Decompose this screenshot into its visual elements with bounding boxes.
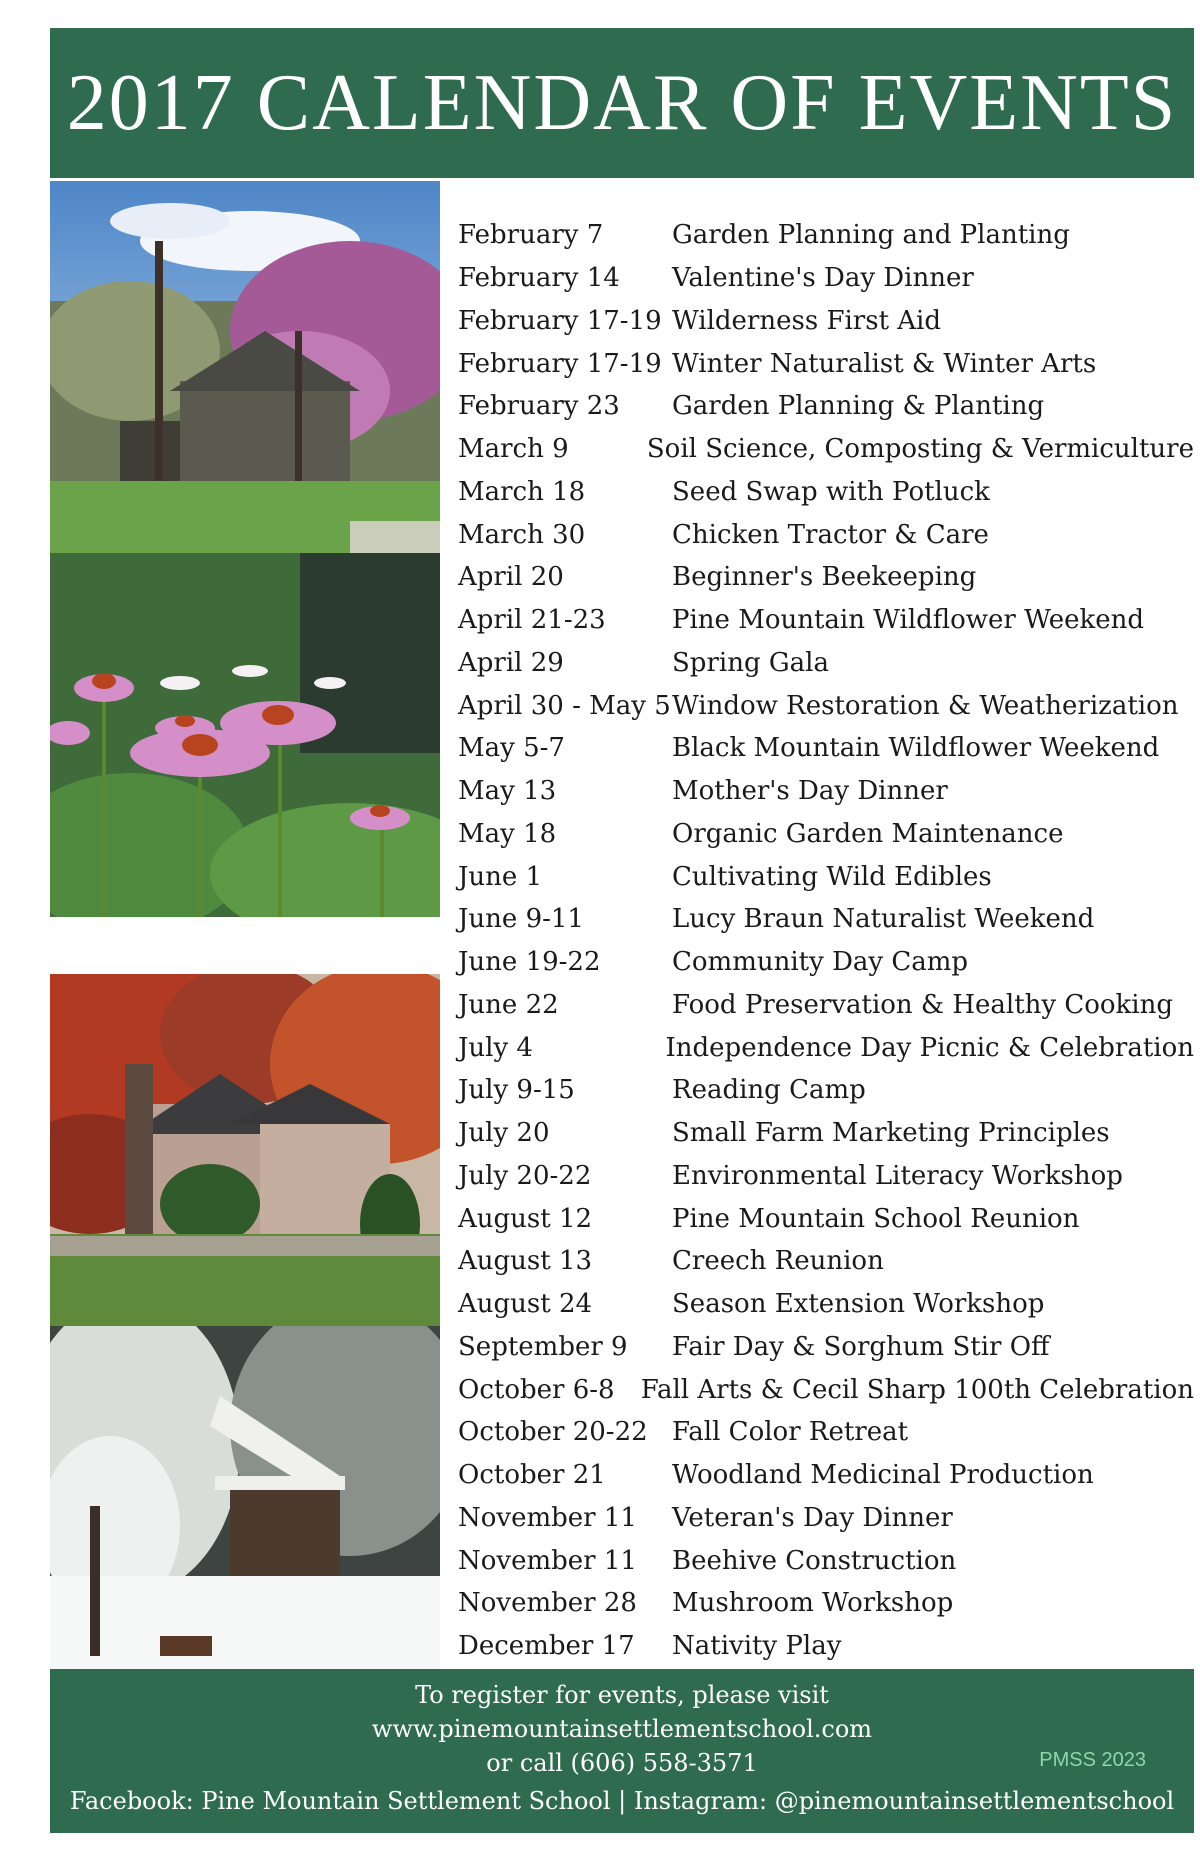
event-row (458, 984, 1194, 1027)
event-row (458, 1112, 1194, 1155)
event-title: Winter Naturalist & Winter Arts (672, 348, 1097, 379)
event-date: July 9-15 (458, 1075, 575, 1106)
event-title: Beginner's Beekeeping (672, 562, 977, 593)
event-title: Seed Swap with Potluck (672, 476, 990, 507)
event-date: August 12 (458, 1203, 593, 1234)
event-date: April 21-23 (458, 605, 606, 636)
event-title: Fair Day & Sorghum Stir Off (672, 1331, 1050, 1362)
event-title: Fall Color Retreat (672, 1417, 909, 1448)
photo-snow-lodge (50, 1326, 440, 1669)
event-row (458, 1497, 1194, 1540)
event-row (458, 428, 1194, 471)
event-date: April 20 (458, 562, 564, 593)
event-row (458, 855, 1194, 898)
event-title: Mushroom Workshop (672, 1588, 954, 1619)
event-date: March 18 (458, 476, 586, 507)
event-date: June 19-22 (458, 947, 601, 978)
photo-coneflowers (50, 553, 440, 917)
event-date: May 5-7 (458, 733, 565, 764)
event-row (458, 1283, 1194, 1326)
footer-banner (50, 1669, 1194, 1833)
event-title: Chicken Tractor & Care (672, 519, 989, 550)
event-row (458, 599, 1194, 642)
event-date: April 29 (458, 647, 564, 678)
event-row (458, 642, 1194, 685)
event-title: Veteran's Day Dinner (672, 1502, 953, 1533)
event-row (458, 385, 1194, 428)
event-row (458, 1197, 1194, 1240)
event-date: May 18 (458, 818, 557, 849)
event-title: Window Restoration & Weatherization (672, 690, 1179, 721)
event-date: June 1 (458, 861, 543, 892)
photo-autumn-house (50, 974, 440, 1326)
event-row (458, 300, 1194, 343)
event-title: Environmental Literacy Workshop (672, 1160, 1123, 1191)
event-row (458, 941, 1194, 984)
event-date: August 13 (458, 1246, 593, 1277)
event-row (458, 1625, 1194, 1668)
event-row (458, 214, 1194, 257)
event-title: Cultivating Wild Edibles (672, 861, 992, 892)
event-title: Beehive Construction (672, 1545, 957, 1576)
event-date: March 9 (458, 434, 569, 465)
photo-column (50, 181, 440, 1669)
event-date: February 14 (458, 263, 620, 294)
header-banner (50, 28, 1194, 178)
event-row (458, 1411, 1194, 1454)
event-title: Nativity Play (672, 1631, 842, 1662)
event-date: October 21 (458, 1460, 606, 1491)
event-row (458, 1155, 1194, 1198)
event-row (458, 1454, 1194, 1497)
event-row (458, 813, 1194, 856)
event-date: July 20 (458, 1118, 550, 1149)
event-title: Food Preservation & Healthy Cooking (672, 989, 1174, 1020)
event-row (458, 1069, 1194, 1112)
event-title: Fall Arts & Cecil Sharp 100th Celebration (640, 1374, 1194, 1405)
event-title: Small Farm Marketing Principles (672, 1118, 1110, 1149)
event-title: Community Day Camp (672, 947, 969, 978)
photo-spring-trees (50, 181, 440, 553)
event-title: Spring Gala (672, 647, 829, 678)
event-row (458, 898, 1194, 941)
event-date: March 30 (458, 519, 586, 550)
events-list (458, 214, 1194, 1668)
event-date: July 4 (458, 1032, 533, 1063)
event-row (458, 727, 1194, 770)
event-row (458, 1326, 1194, 1369)
event-date: October 6-8 (458, 1374, 615, 1405)
event-date: September 9 (458, 1331, 628, 1362)
social-media-handles: Facebook: Pine Mountain Settlement School | Instagram: @pinemountainsettlementschool (69, 1787, 1175, 1815)
event-date: November 28 (458, 1588, 637, 1619)
event-title: Soil Science, Composting & Vermiculture (646, 434, 1194, 465)
event-date: June 22 (458, 989, 559, 1020)
event-title: Woodland Medicinal Production (672, 1460, 1094, 1491)
event-date: April 30 - May 5 (458, 690, 671, 721)
event-date: July 20-22 (458, 1160, 592, 1191)
event-title: Black Mountain Wildflower Weekend (672, 733, 1160, 764)
event-row (458, 1026, 1194, 1069)
event-date: June 9-11 (458, 904, 584, 935)
event-row (458, 1368, 1194, 1411)
event-date: February 23 (458, 391, 620, 422)
event-title: Wilderness First Aid (672, 305, 942, 336)
event-row (458, 684, 1194, 727)
event-row (458, 257, 1194, 300)
event-date: February 7 (458, 220, 604, 251)
event-title: Season Extension Workshop (672, 1289, 1045, 1320)
event-date: November 11 (458, 1545, 637, 1576)
event-title: Independence Day Picnic & Celebration (665, 1032, 1194, 1063)
calendar-card (50, 28, 1194, 1833)
event-row (458, 556, 1194, 599)
event-title: Organic Garden Maintenance (672, 818, 1064, 849)
event-date: May 13 (458, 776, 557, 807)
page-title: 2017 CALENDAR OF EVENTS (66, 59, 1178, 147)
event-date: December 17 (458, 1631, 635, 1662)
event-title: Valentine's Day Dinner (672, 263, 974, 294)
event-row (458, 1539, 1194, 1582)
phone-number: or call (606) 558-3571 (486, 1749, 758, 1777)
event-row (458, 342, 1194, 385)
event-title: Pine Mountain Wildflower Weekend (672, 605, 1145, 636)
event-row (458, 1240, 1194, 1283)
event-row (458, 513, 1194, 556)
event-title: Garden Planning and Planting (672, 220, 1070, 251)
event-date: October 20-22 (458, 1417, 648, 1448)
event-title: Lucy Braun Naturalist Weekend (672, 904, 1095, 935)
watermark-badge: PMSS 2023 (1039, 1749, 1146, 1771)
event-title: Mother's Day Dinner (672, 776, 948, 807)
event-title: Garden Planning & Planting (672, 391, 1045, 422)
event-row (458, 1582, 1194, 1625)
event-row (458, 471, 1194, 514)
website-link[interactable]: www.pinemountainsettlementschool.com (371, 1715, 873, 1743)
event-date: February 17-19 (458, 348, 662, 379)
footer-register-text: To register for events, please visit (415, 1681, 829, 1709)
event-title: Creech Reunion (672, 1246, 884, 1277)
event-date: August 24 (458, 1289, 593, 1320)
event-date: November 11 (458, 1502, 637, 1533)
event-date: February 17-19 (458, 305, 662, 336)
event-title: Pine Mountain School Reunion (672, 1203, 1080, 1234)
event-row (458, 770, 1194, 813)
event-title: Reading Camp (672, 1075, 866, 1106)
